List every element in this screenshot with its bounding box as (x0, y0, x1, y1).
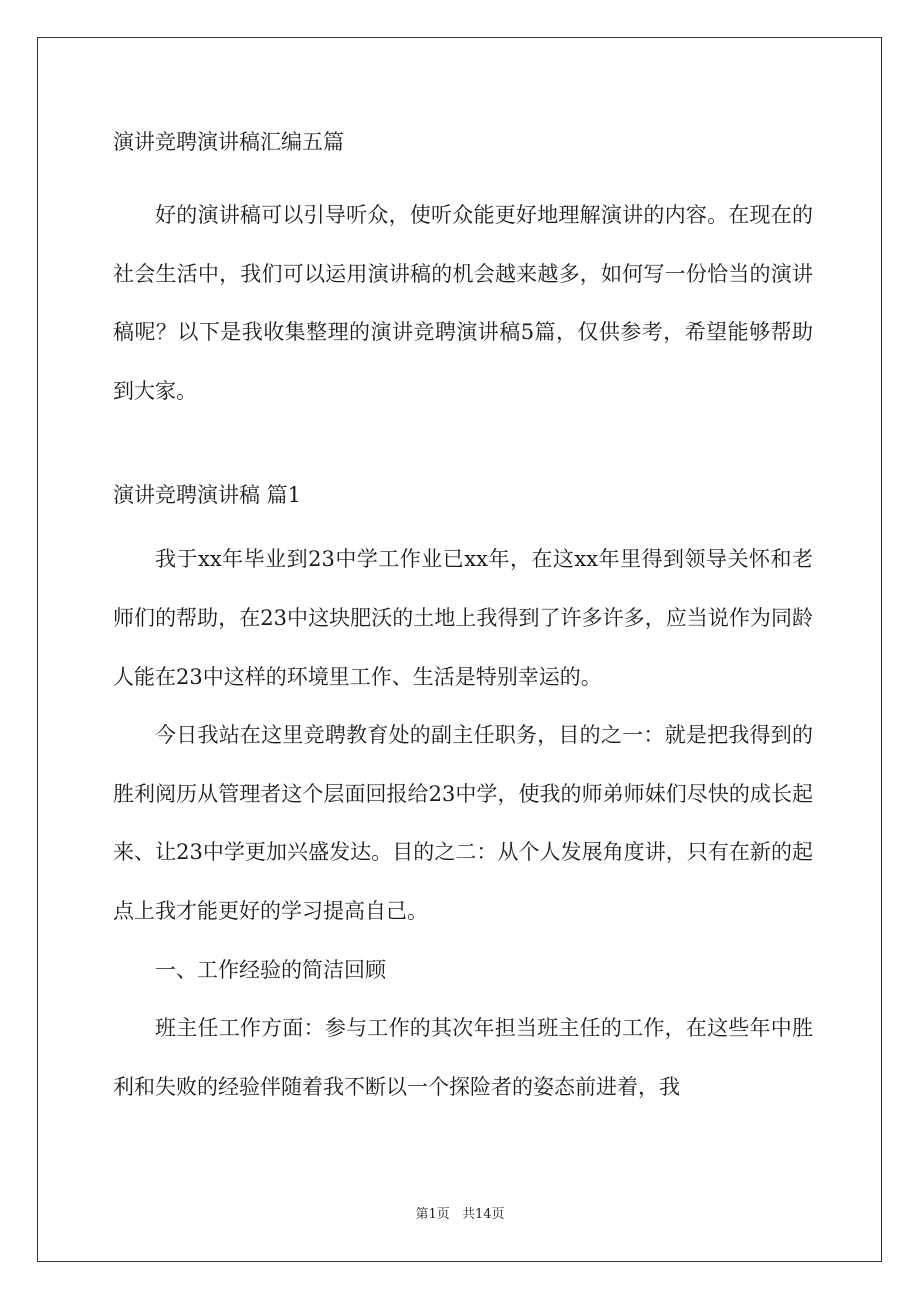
body-paragraph-3: 班主任工作方面：参与工作的其次年担当班主任的工作，在这些年中胜利和失败的经验伴随着我不断以一个探险者的姿态前进着，我 (113, 1016, 813, 1099)
body-paragraph-2: 今日我站在这里竞聘教育处的副主任职务，目的之一：就是把我得到的胜利阅历从管理者这个层面回报给23中学，使我的师弟师妹们尽快的成长起来、让23中学更加兴盛发达。目的之二：从个人发展角度讲，只有在新的起点上我才能更好的学习提高自己。 (113, 723, 813, 923)
page-total: 共14页 (461, 1207, 505, 1222)
section-title: 演讲竞聘演讲稿 篇1 (113, 483, 302, 508)
document-body (113, 124, 813, 1116)
page-number: 第1页 (415, 1207, 450, 1222)
intro-paragraph: 好的演讲稿可以引导听众，使听众能更好地理解演讲的内容。在现在的社会生活中，我们可以运用演讲稿的机会越来越多，如何写一份恰当的演讲稿呢？以下是我收集整理的演讲竞聘演讲稿5篇，仅供参考，希望能够帮助到大家。 (113, 203, 813, 403)
subheading-paragraph: 一、工作经验的简洁回顾 (155, 957, 386, 982)
body-paragraph-1: 我于xx年毕业到23中学工作业已xx年，在这xx年里得到领导关怀和老师们的帮助，在23中这块肥沃的土地上我得到了许多许多，应当说作为同龄人能在23中这样的环境里工作、生活是特别幸运的。 (113, 547, 813, 689)
document-title: 演讲竞聘演讲稿汇编五篇 (113, 130, 344, 154)
page-footer (0, 1206, 920, 1224)
